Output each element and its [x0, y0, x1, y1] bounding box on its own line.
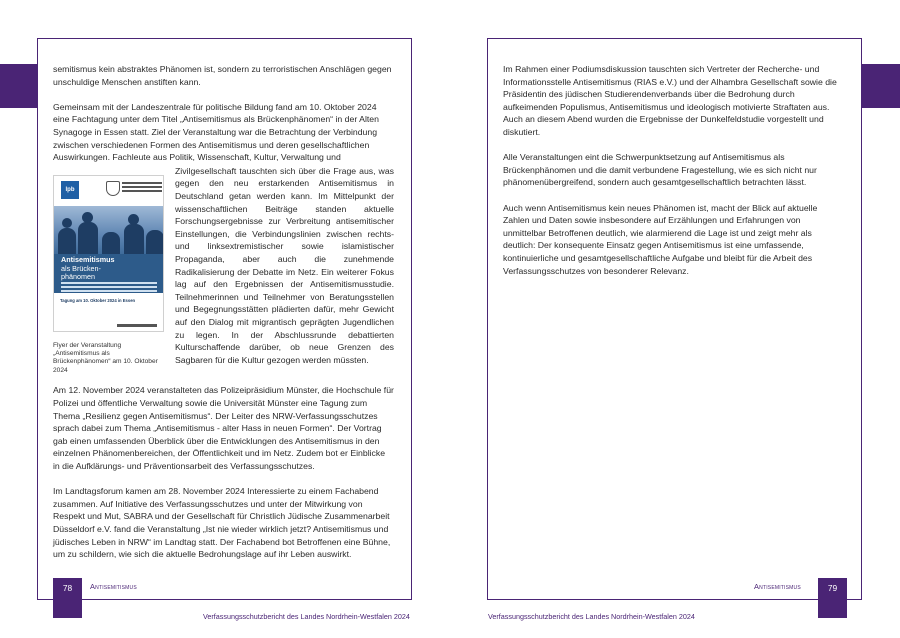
- footer-right: Verfassungsschutzbericht des Landes Nordrhein-Westfalen 2024: [488, 612, 695, 621]
- left-page-lower-text: [53, 384, 394, 560]
- left-wrapped-text: [175, 165, 394, 367]
- page-number-right: 79: [818, 578, 847, 618]
- page-number-left: 78: [53, 578, 82, 618]
- right-edge-tab: [861, 64, 900, 108]
- left-paragraph-2-wrap: Zivilgesellschaft tauschten sich über die Frage aus, was gegen den neu erstarkenden Antisemitismus in Deutschland getan werden kann. Im Mittelpunkt der wissenschaftlichen Beiträge standen aktuelle Forschungsergebnisse zur Verbreitung antisemitischer Einstellungen, die Verbindungslinien zwischen rechts- und linksextremistischer sowie islamistischer Propaganda, aber auch die zunehmende Radikalisierung der Debatte im Netz. Ein weiterer Fokus lag auf den Ergebnissen der Antisemitismusstudie. Teilnehmerinnen und Teilnehmer von Beratungsstellen und Begegnungsstätten plädierten dafür, mehr Gewicht auf den Dialog mit migrantisch geprägten Jugendlichen zu legen. In der Abschlussrunde debattierten Kulturschaffende darüber, ob neue Grenzen des Sagbaren für die Kultur gezogen werden müssten.: [175, 165, 394, 365]
- flyer-crowd-photo: [54, 206, 163, 254]
- section-label-left: Antisemitismus: [90, 582, 137, 591]
- left-paragraph-1: semitismus kein abstraktes Phänomen ist, sondern zu terroristischen Anschlägen gegen unschuldige Menschen anstiften kann.: [53, 64, 392, 87]
- left-paragraph-3: Am 12. November 2024 veranstalteten das Polizeipräsidium Münster, die Hochschule für Polizei und öffentliche Verwaltung sowie die Universität Münster eine Tagung zum Thema „Resilienz gegen Antisemitismus“. Der Leiter des NRW-Verfassungsschutzes sprach dabei zum Thema „Antisemitismus - alter Hass in neuen Formen“. Der Vortrag gab einen umfassenden Überblick über die Entwicklungen des Antisemitismus in den einzelnen Phänomenbereichen, der Öffentlichkeit und im Netz. Zudem bot er Einblicke in die Aufklärungs- und Präventionsarbeit des Verfassungsschutzes.: [53, 385, 394, 471]
- right-paragraph-2: Alle Veranstaltungen eint die Schwerpunktsetzung auf Antisemitismus als Brückenphänomen und die damit verbundene Fragestellung, wie es sich nicht nur phänomenübergreifend, sondern auch gesamtgesellschaftlich betrachten lässt.: [503, 152, 817, 188]
- flyer-organisation-lines: [122, 182, 162, 194]
- left-edge-tab: [0, 64, 38, 108]
- flyer-title: Antisemitismus als Brücken- phänomen: [61, 255, 115, 281]
- flyer-footer-logos: [117, 324, 157, 327]
- right-paragraph-1: Im Rahmen einer Podiumsdiskussion tauschten sich Vertreter der Recherche- und Informationsstelle Antisemitismus (RIAS e.V.) und der Alhambra Gesellschaft sowie die Präsidentin des jüdischen Studierendenverbands über die Bedrohung durch aufkeimenden Populismus, Antisemitismus und ideologisch motivierte Straftaten aus. Auch an diesem Abend wurden die Ergebnisse der Dunkelfeldstudie vorgestellt und diskutiert.: [503, 64, 837, 137]
- section-label-right: Antisemitismus: [754, 582, 801, 591]
- right-paragraph-3: Auch wenn Antisemitismus kein neues Phänomen ist, macht der Blick auf aktuelle Zahlen und Daten sowie insbesondere auf Erzählungen und Erfahrungen von unmittelbar Betroffenen deutlich, wie alarmierend die Lage ist und zeigt mehr als deutlich: Der konsequente Einsatz gegen Antisemitismus ist eine umfassende, kontinuierliche und gesamtgesellschaftliche Aufgabe und bleibt für die Arbeit des Verfassungsschutzes von besonderer Relevanz.: [503, 202, 818, 276]
- flyer-footer-area: [54, 293, 163, 331]
- right-page-text: [503, 63, 844, 277]
- crest-icon: [106, 181, 120, 196]
- left-paragraph-2-intro: Gemeinsam mit der Landeszentrale für politische Bildung fand am 10. Oktober 2024 eine Fachtagung unter dem Titel „Antisemitismus als Brückenphänomen“ in der Alten Synagoge in Essen statt. Ziel der Veranstaltung war die Betrachtung der Verbindung zwischen verschiedenen Formen des Antisemitismus und deren gesellschaftlichen Auswirkungen. Fachleute aus Politik, Wissenschaft, Kultur, Verwaltung und: [53, 101, 379, 163]
- flyer-date: Tagung am 10. Oktober 2024 in Essen: [60, 298, 136, 303]
- footer-left: Verfassungsschutzbericht des Landes Nordrhein-Westfalen 2024: [203, 612, 410, 621]
- flyer-caption: Flyer der Veranstaltung „Antisemitismus als Brückenphänomen“ am 10. Oktober 2024: [53, 342, 158, 374]
- left-paragraph-4: Im Landtagsforum kamen am 28. November 2024 Interessierte zu einem Fachabend zusammen. Auf Initiative des Verfassungsschutzes und unter der Mitwirkung von Respekt und Mut, SABRA und der Gesellschaft für Christlich Jüdische Zusammenarbeit Düsseldorf e.V. fand die Veranstaltung „Ist nie wieder wirklich jetzt? Antisemitismus und jüdisches Leben in NRW“ im Landtag statt. Der Fachabend bot Betroffenen eine Bühne, um zu schildern, wie sich die aktuelle Bedrohungslage auf ihr Leben auswirkt.: [53, 486, 391, 560]
- left-page-text: [53, 63, 394, 164]
- lpb-logo: lpb: [61, 181, 79, 199]
- event-flyer-image: [53, 175, 164, 332]
